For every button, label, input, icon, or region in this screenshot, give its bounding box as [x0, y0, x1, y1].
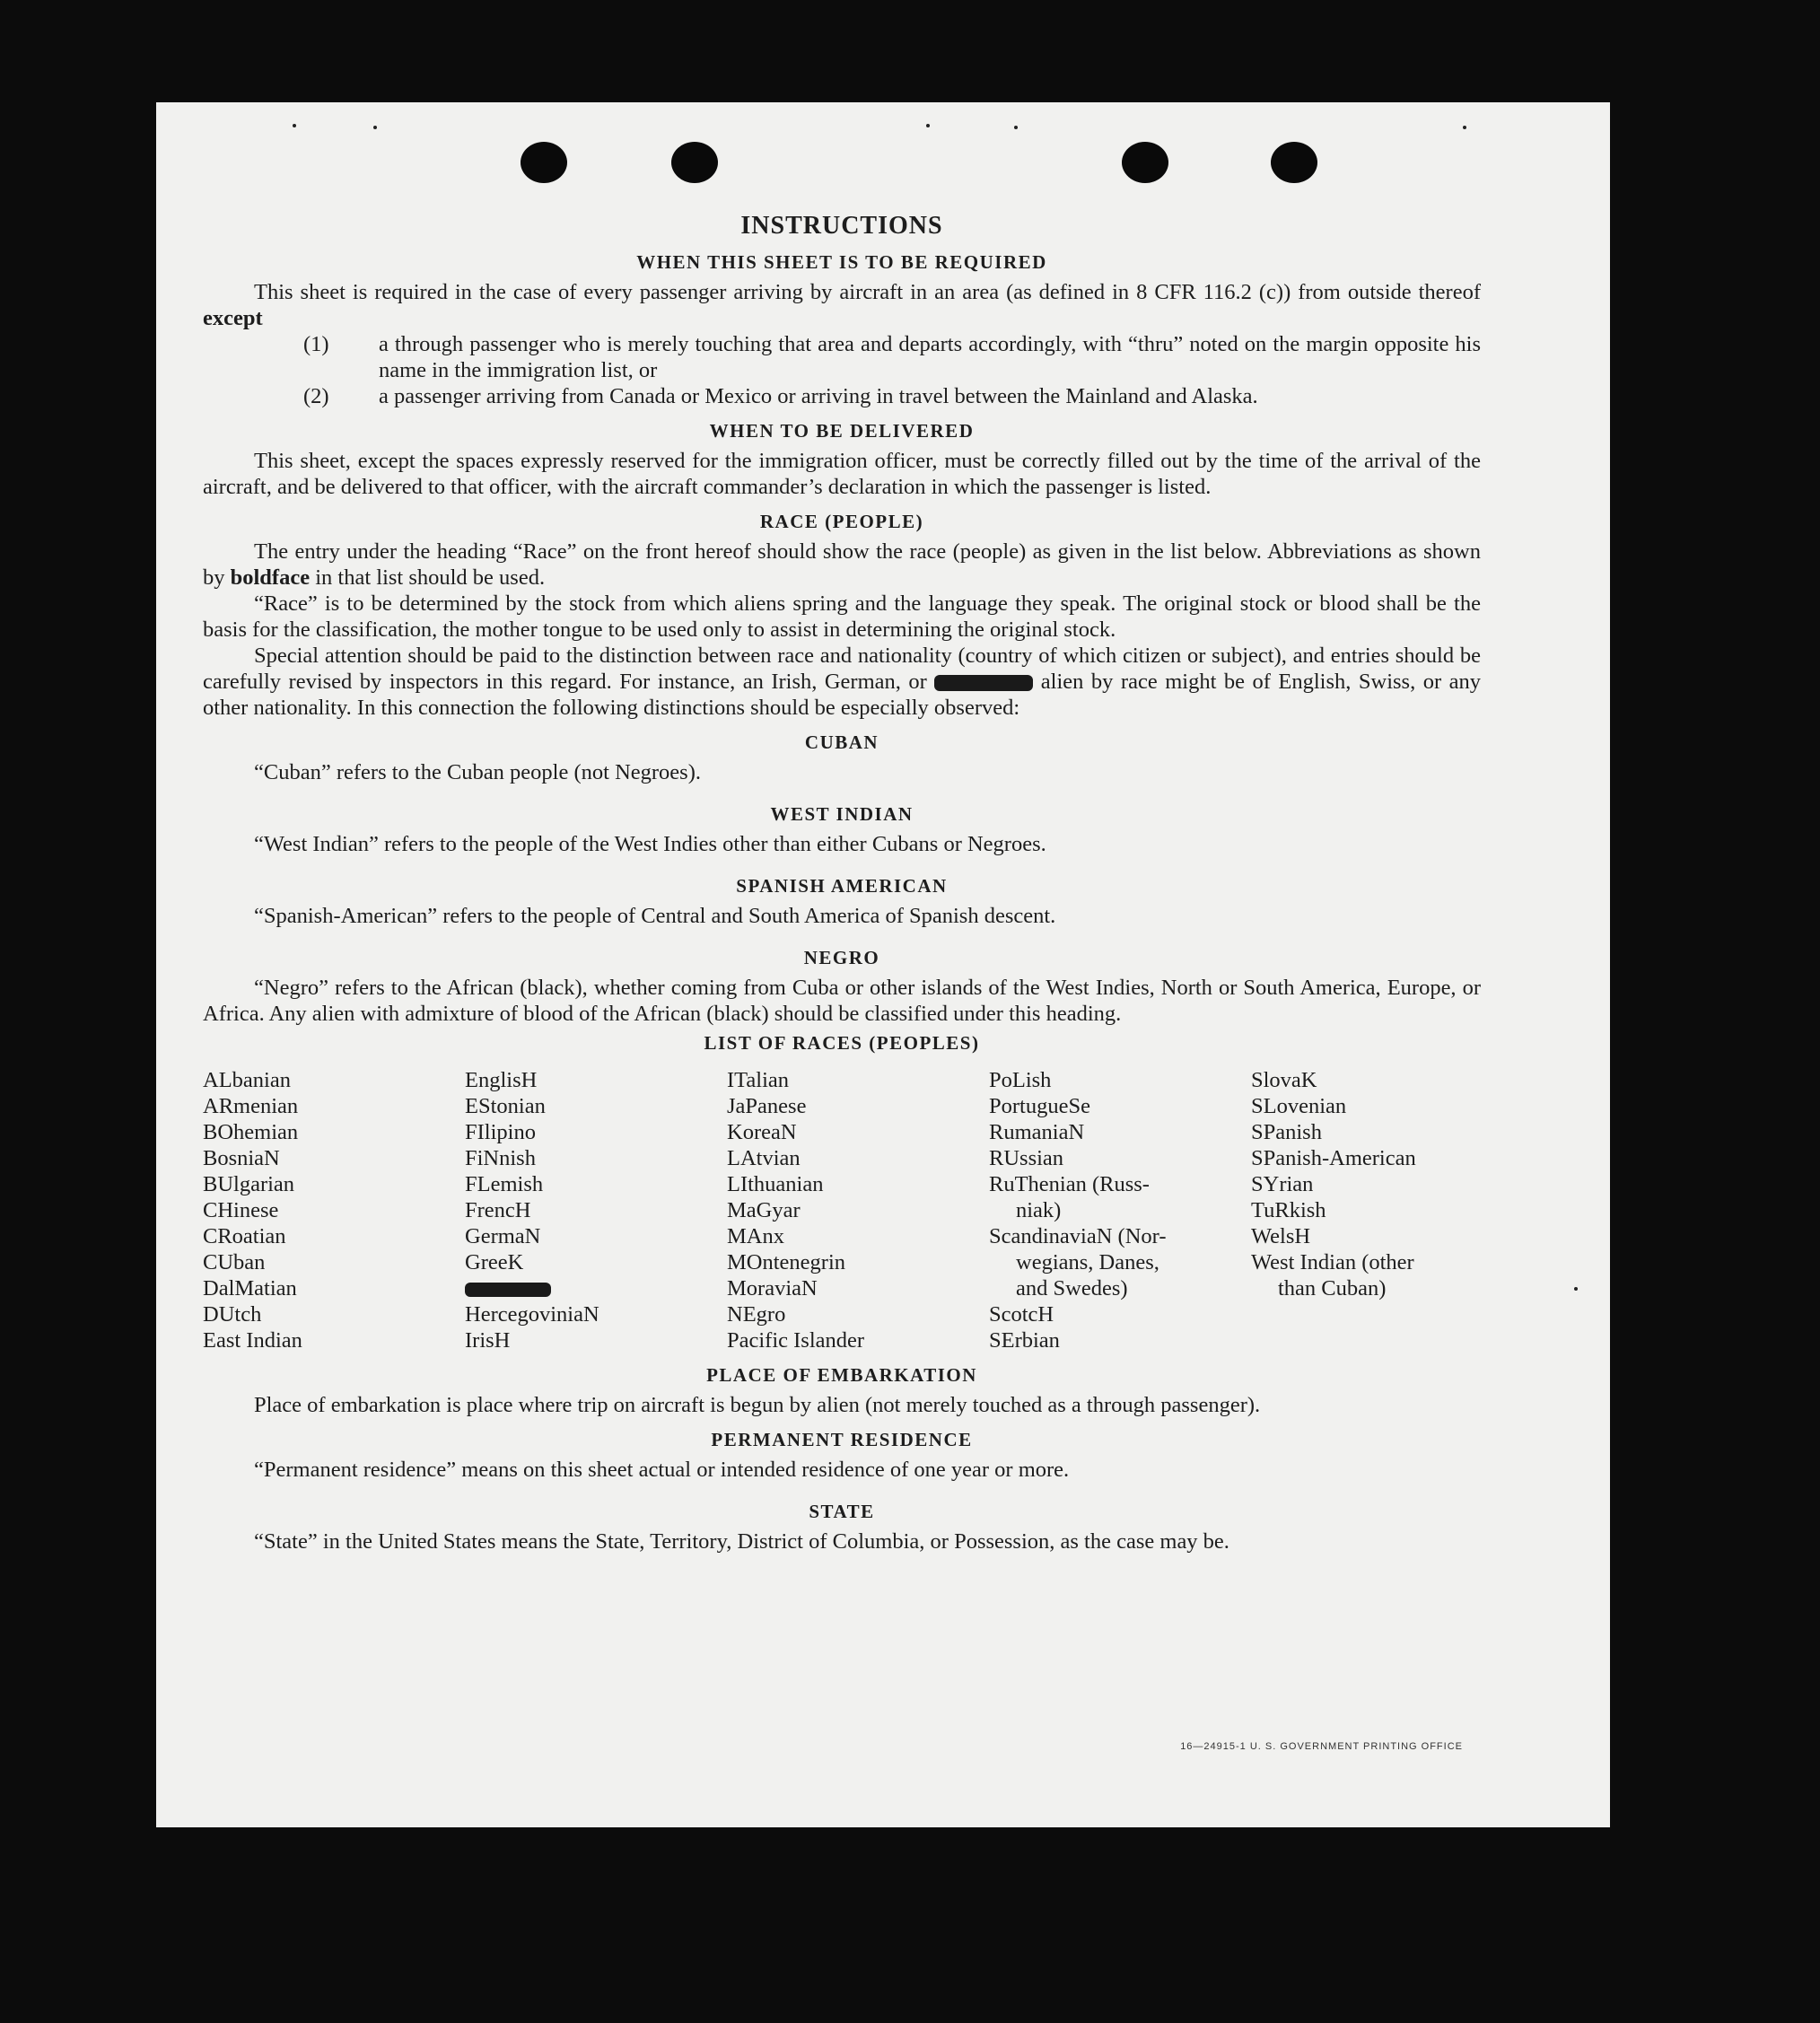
spanish-american-text: “Spanish-American” refers to the people of Central and South America of Spanish descent. [254, 904, 1056, 928]
state-text: “State” in the United States means the State, Territory, District of Columbia, or Possession, as the case may be. [254, 1529, 1229, 1554]
document-sheet [156, 102, 1610, 1827]
speck [1463, 126, 1466, 129]
page-title: INSTRUCTIONS [740, 212, 943, 240]
race-item: LAtvian [727, 1146, 801, 1170]
west-indian-text: “West Indian” refers to the people of the West Indies other than either Cubans or Negroes. [254, 832, 1046, 856]
race-list-table [203, 1067, 1481, 1353]
section-heading-state: STATE [809, 1501, 875, 1522]
race-item: EnglisH [465, 1068, 538, 1092]
race-item: West Indian (other [1251, 1250, 1414, 1274]
race-paragraph-2: “Race” is to be determined by the stock from which aliens spring and the language they speak. The original stock or blood shall be the basis for the classification, the mother tongue to be used only to assist in determining the original stock. [203, 591, 1481, 642]
race-item: FIlipino [465, 1120, 536, 1144]
negro-text: “Negro” refers to the African (black), whether coming from Cuba or other islands of the West Indies, North or South America, Europe, or Africa. Any alien with admixture of blood of the African (black) should be classified under this heading. [203, 976, 1481, 1026]
race-item: PoLish [989, 1068, 1052, 1092]
section-heading-required: WHEN THIS SHEET IS TO BE REQUIRED [636, 251, 1047, 273]
race-item: MOntenegrin [727, 1250, 845, 1274]
race-item: FrencH [465, 1198, 531, 1222]
race-item: GreeK [465, 1250, 524, 1274]
race-item-redacted [465, 1275, 727, 1301]
race-item: CRoatian [203, 1224, 286, 1248]
race-item: EStonian [465, 1094, 546, 1118]
redaction-mark [465, 1283, 551, 1297]
race-item: BUlgarian [203, 1172, 295, 1196]
cuban-text: “Cuban” refers to the Cuban people (not Negroes). [254, 760, 701, 784]
race-item: RuThenian (Russ- [989, 1172, 1150, 1196]
race-item: BOhemian [203, 1120, 299, 1144]
race-item: SErbian [989, 1328, 1060, 1353]
race-item: DUtch [203, 1302, 262, 1327]
race-item: East Indian [203, 1328, 302, 1353]
race-item: ARmenian [203, 1094, 299, 1118]
race-item: Pacific Islander [727, 1328, 865, 1353]
delivered-text: This sheet, except the spaces expressly reserved for the immigration officer, must be correctly filled out by the time of the arrival of the aircraft, and be delivered to that officer, with the aircraft commander’s declaration in which the passenger is listed. [203, 449, 1481, 499]
printing-office-note: 16—24915-1 U. S. GOVERNMENT PRINTING OFFICE [1180, 1741, 1463, 1752]
punch-hole [671, 142, 718, 183]
section-heading-spanish-american: SPANISH AMERICAN [736, 875, 948, 897]
race-item: ScotcH [989, 1302, 1054, 1327]
section-heading-embarkation: PLACE OF EMBARKATION [706, 1364, 977, 1386]
section-heading-delivered: WHEN TO BE DELIVERED [709, 420, 975, 442]
race-item-continued: wegians, Danes, [1016, 1250, 1159, 1274]
race-item: DalMatian [203, 1276, 297, 1300]
race-item: MAnx [727, 1224, 784, 1248]
speck [1014, 126, 1018, 129]
race-item: SlovaK [1251, 1068, 1317, 1092]
embarkation-text: Place of embarkation is place where trip on aircraft is begun by alien (not merely touched as a through passenger). [254, 1393, 1261, 1417]
race-item: PortugueSe [989, 1094, 1090, 1118]
race-column-2 [465, 1067, 727, 1353]
race-item: FiNnish [465, 1146, 536, 1170]
section-heading-cuban: CUBAN [804, 731, 879, 753]
race-item: ALbanian [203, 1068, 291, 1092]
instructions-body [203, 212, 1481, 1554]
race-paragraph-3: Special attention should be paid to the distinction between race and nationality (country of which citizen or subject), and entries should be carefully revised by inspectors in this regard. For instance, an Irish, German, or alien by race might be of English, Swiss, or any other nationality. In this connection the following distinctions should be especially observed: [203, 644, 1481, 720]
race-item: CHinese [203, 1198, 279, 1222]
race-item: SLovenian [1251, 1094, 1347, 1118]
exception-item-1: (1) a through passenger who is merely touching that area and departs accordingly, with “thru” noted on the margin opposite his name in the immigration list, or [303, 332, 1481, 382]
race-item: HercegoviniaN [465, 1302, 599, 1327]
section-heading-negro: NEGRO [803, 947, 880, 968]
race-item: NEgro [727, 1302, 786, 1327]
exception-item-2: (2) a passenger arriving from Canada or Mexico or arriving in travel between the Mainland and Alaska. [303, 384, 1258, 408]
race-item: BosniaN [203, 1146, 280, 1170]
race-item: SYrian [1251, 1172, 1314, 1196]
speck [1574, 1287, 1578, 1291]
race-item: SPanish [1251, 1120, 1322, 1144]
race-column-5 [1251, 1067, 1493, 1353]
race-item-continued: than Cuban) [1278, 1276, 1387, 1300]
required-intro: This sheet is required in the case of every passenger arriving by aircraft in an area (as defined in 8 CFR 116.2 (c)) from outside thereof except [203, 280, 1481, 330]
race-paragraph-1: The entry under the heading “Race” on the front hereof should show the race (people) as given in the list below. Abbreviations as shown by boldface in that list should be used. [203, 539, 1481, 590]
race-item: JaPanese [727, 1094, 807, 1118]
punch-hole [521, 142, 567, 183]
race-item: RumaniaN [989, 1120, 1085, 1144]
race-item: GermaN [465, 1224, 541, 1248]
residence-text: “Permanent residence” means on this sheet actual or intended residence of one year or more. [254, 1458, 1070, 1482]
race-item: IrisH [465, 1328, 511, 1353]
section-heading-list: LIST OF RACES (PEOPLES) [704, 1032, 980, 1054]
section-heading-race: RACE (PEOPLE) [759, 511, 924, 532]
section-heading-west-indian: WEST INDIAN [770, 803, 914, 825]
race-column-3 [727, 1067, 989, 1353]
race-column-4 [989, 1067, 1251, 1353]
section-heading-residence: PERMANENT RESIDENCE [711, 1429, 973, 1450]
race-item: FLemish [465, 1172, 544, 1196]
race-item-continued: niak) [1016, 1198, 1062, 1222]
race-item: CUban [203, 1250, 266, 1274]
race-item: LIthuanian [727, 1172, 824, 1196]
race-item: MoraviaN [727, 1276, 818, 1300]
speck [926, 124, 930, 127]
race-item: RUssian [989, 1146, 1064, 1170]
punch-hole [1122, 142, 1168, 183]
race-item-continued: and Swedes) [1016, 1276, 1128, 1300]
race-item: WelsH [1251, 1224, 1311, 1248]
race-item: MaGyar [727, 1198, 801, 1222]
speck [373, 126, 377, 129]
redaction-mark [934, 675, 1033, 691]
speck [293, 124, 296, 127]
race-item: ScandinaviaN (Nor- [989, 1224, 1167, 1248]
punch-hole [1271, 142, 1317, 183]
race-item: ITalian [727, 1068, 790, 1092]
race-column-1 [203, 1067, 465, 1353]
race-item: SPanish-American [1251, 1146, 1416, 1170]
race-item: KoreaN [727, 1120, 797, 1144]
race-item: TuRkish [1251, 1198, 1326, 1222]
